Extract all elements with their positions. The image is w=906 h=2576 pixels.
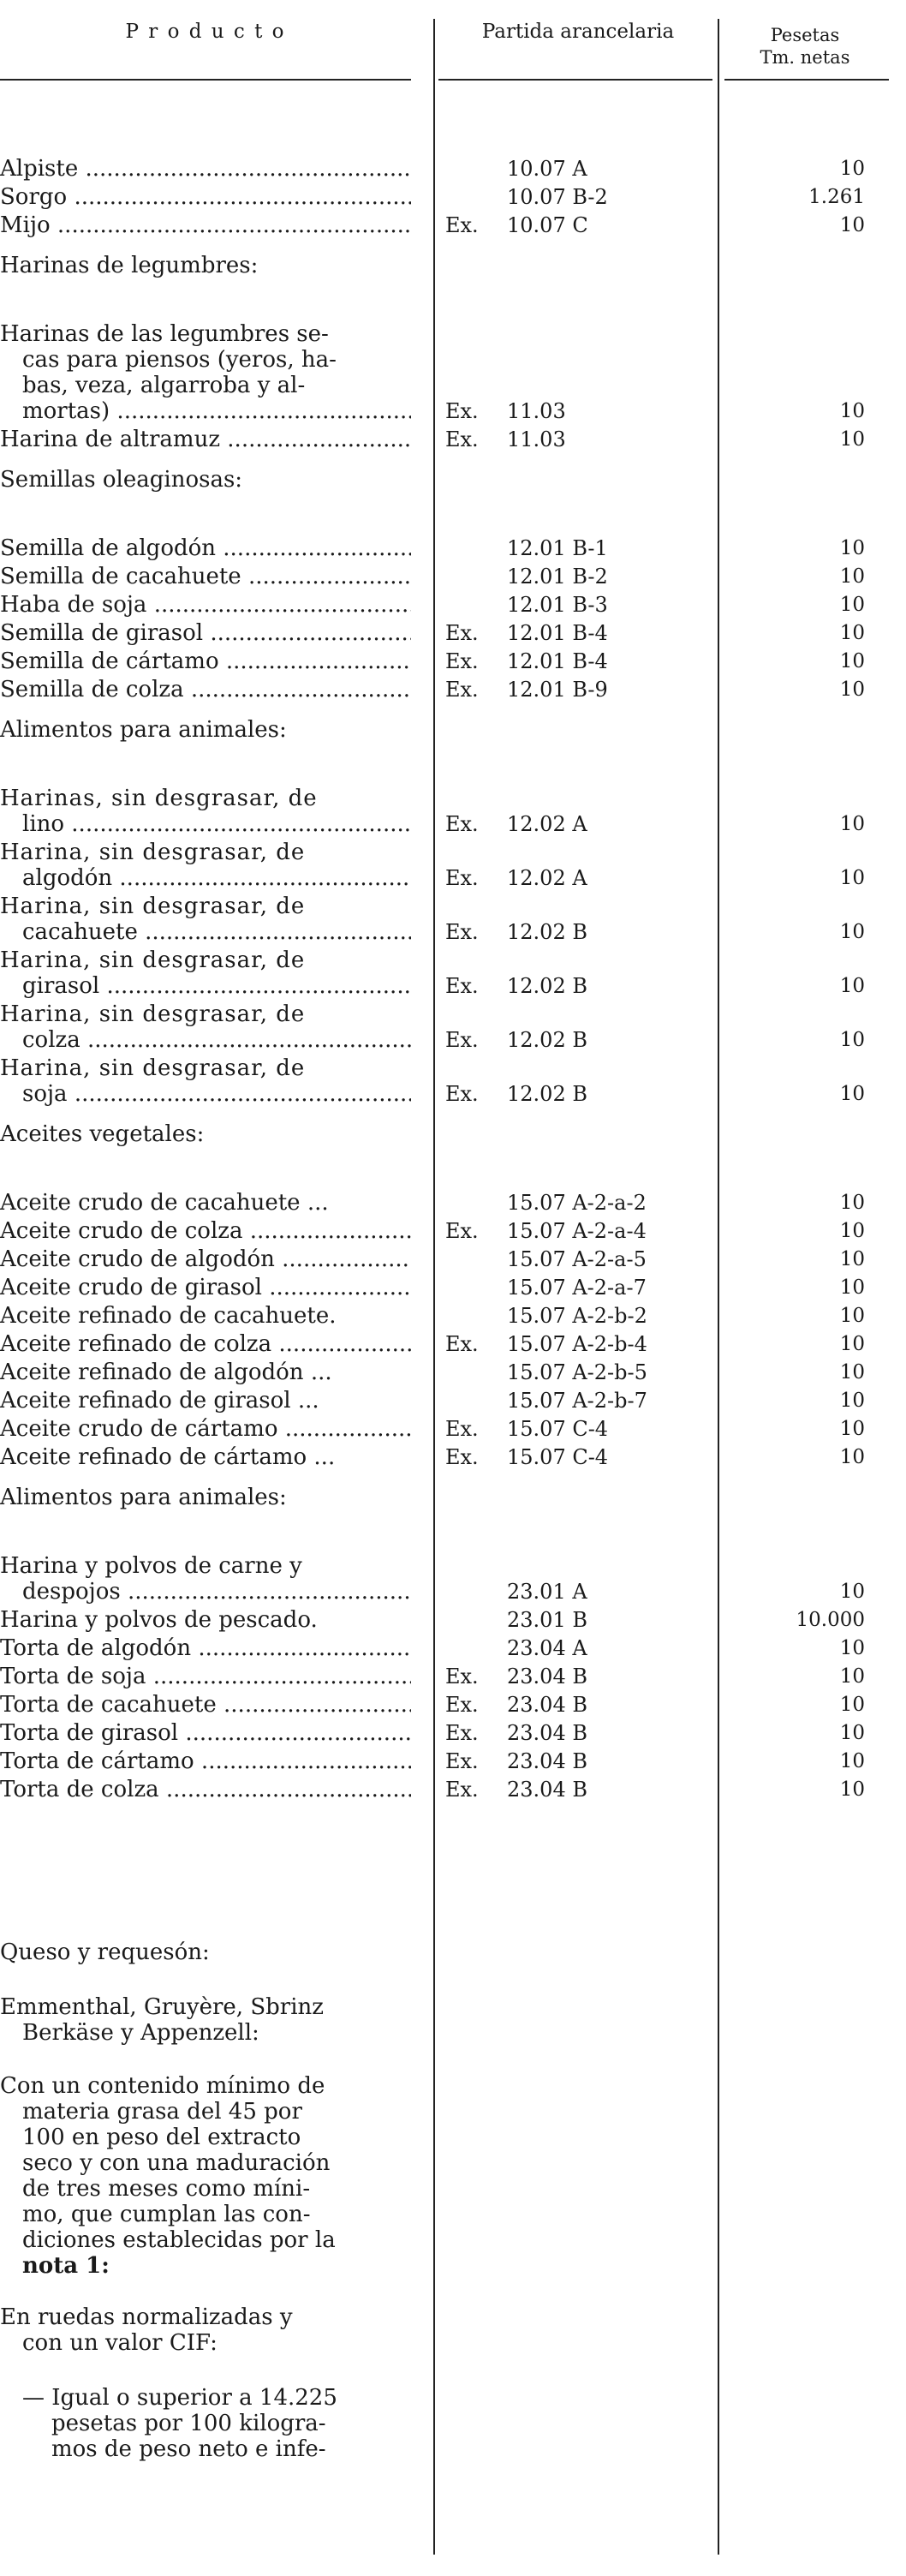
tariff-code: 12.02 A <box>507 812 587 836</box>
product-name-line: Haba de soja ..... <box>0 592 411 618</box>
header-rule-producto <box>0 79 411 81</box>
pesetas-value: 10 <box>839 565 865 588</box>
tariff-code: 15.07 A-2-b-4 <box>507 1332 647 1356</box>
ex-marker: Ex. <box>445 1665 479 1688</box>
tariff-code: 15.07 A-2-a-2 <box>507 1191 647 1215</box>
tariff-code: 12.02 A <box>507 866 587 890</box>
emmenthal-line-1: Emmenthal, Gruyère, Sbrinz <box>0 1994 324 2020</box>
ex-marker: Ex. <box>445 866 479 890</box>
pesetas-value: 10 <box>839 1418 865 1440</box>
igual-line-1: — Igual o superior a 14.225 <box>22 2385 337 2411</box>
section-heading: Alimentos para animales: <box>0 717 287 743</box>
header-partida-arancelaria: Partida arancelaria <box>481 21 675 43</box>
tariff-code: 23.01 B <box>507 1608 587 1632</box>
product-name-line: Harina, sin desgrasar, de <box>0 1055 306 1081</box>
pesetas-value: 10 <box>839 428 865 451</box>
pesetas-value: 10 <box>839 158 865 180</box>
pesetas-value: 10.000 <box>796 1609 865 1631</box>
product-name-line: girasol ..... <box>22 973 411 999</box>
product-name-line: Torta de algodón ..... <box>0 1635 411 1661</box>
pesetas-value: 10 <box>839 537 865 559</box>
igual-line-3: mos de peso neto e infe- <box>51 2436 326 2462</box>
emmenthal-line-2: Berkäse y Appenzell: <box>22 2020 259 2046</box>
pesetas-value: 10 <box>839 1220 865 1242</box>
tariff-code: 15.07 C-4 <box>507 1445 609 1469</box>
tariff-code: 12.02 B <box>507 1028 587 1052</box>
ruedas-line-2: con un valor CIF: <box>22 2330 218 2356</box>
tariff-code: 23.04 B <box>507 1721 587 1745</box>
tariff-code: 15.07 A-2-a-5 <box>507 1247 647 1271</box>
section-heading: Aceites vegetales: <box>0 1121 205 1147</box>
ex-marker: Ex. <box>445 649 479 673</box>
product-name-line: Sorgo ..... <box>0 184 411 210</box>
section-heading: Harinas de legumbres: <box>0 253 259 278</box>
tariff-code: 15.07 C-4 <box>507 1417 609 1441</box>
header-pesetas: Pesetas <box>770 25 840 45</box>
contenido-line-4: seco y con una maduración <box>22 2150 331 2176</box>
tariff-code: 23.04 B <box>507 1693 587 1717</box>
ex-marker: Ex. <box>445 1028 479 1052</box>
tariff-code: 15.07 A-2-a-4 <box>507 1219 647 1243</box>
pesetas-value: 10 <box>839 678 865 701</box>
pesetas-value: 10 <box>839 650 865 672</box>
tariff-code: 23.01 A <box>507 1580 587 1604</box>
tariff-code: 12.01 B-4 <box>507 621 608 645</box>
product-name-line: Harina y polvos de pescado. <box>0 1607 318 1633</box>
product-name-line: Aceite refinado de algodón ... <box>0 1360 332 1385</box>
igual-line-2: pesetas por 100 kilogra- <box>51 2411 326 2436</box>
product-name-line: Semilla de colza ..... <box>0 677 411 702</box>
ex-marker: Ex. <box>445 1749 479 1773</box>
pesetas-value: 10 <box>839 400 865 422</box>
product-name-line: cacahuete ..... <box>22 919 411 945</box>
product-name-line: Harina, sin desgrasar, de <box>0 1001 306 1027</box>
product-name-line: despojos ..... <box>22 1579 411 1605</box>
heading-queso: Queso y requesón: <box>0 1939 210 1965</box>
pesetas-value: 10 <box>839 594 865 616</box>
product-name-line: Aceite crudo de algodón ..... <box>0 1246 411 1272</box>
product-name-line: Aceite refinado de cártamo ... <box>0 1444 336 1470</box>
tariff-code: 12.01 B-2 <box>507 565 608 589</box>
pesetas-value: 10 <box>839 1637 865 1659</box>
product-name-line: Aceite refinado de girasol ... <box>0 1388 319 1414</box>
ex-marker: Ex. <box>445 621 479 645</box>
product-name-line: Harina, sin desgrasar, de <box>0 840 306 865</box>
product-name-line: Semilla de algodón ..... <box>0 535 411 561</box>
pesetas-value: 10 <box>839 1778 865 1801</box>
pesetas-value: 10 <box>839 1722 865 1744</box>
tariff-code: 15.07 A-2-b-7 <box>507 1389 647 1413</box>
header-rule-pesetas <box>724 79 889 81</box>
product-name-line: Alpiste ..... <box>0 156 411 182</box>
product-name-line: algodón ..... <box>22 865 411 891</box>
product-name-line: Harina y polvos de carne y <box>0 1553 302 1579</box>
ex-marker: Ex. <box>445 920 479 944</box>
product-name-line: Aceite refinado de colza ..... <box>0 1331 411 1357</box>
tariff-code: 12.01 B-4 <box>507 649 608 673</box>
product-name-line: Torta de girasol ..... <box>0 1720 411 1746</box>
ex-marker: Ex. <box>445 1693 479 1717</box>
product-name-line: cas para piensos (yeros, ha- <box>22 347 337 373</box>
contenido-line-3: 100 en peso del extracto <box>22 2125 301 2150</box>
ex-marker: Ex. <box>445 1721 479 1745</box>
tariff-code: 15.07 A-2-b-5 <box>507 1360 647 1384</box>
product-name-line: Semilla de girasol ..... <box>0 620 411 646</box>
product-name-line: colza ..... <box>22 1027 411 1053</box>
contenido-line-2: materia grasa del 45 por <box>22 2099 302 2125</box>
tariff-code: 15.07 A-2-b-2 <box>507 1304 647 1328</box>
product-name-line: lino ..... <box>22 811 411 837</box>
tariff-code: 12.02 B <box>507 1082 587 1106</box>
pesetas-value: 10 <box>839 1029 865 1051</box>
pesetas-value: 10 <box>839 1446 865 1468</box>
pesetas-value: 1.261 <box>808 186 865 208</box>
pesetas-value: 10 <box>839 1390 865 1412</box>
contenido-line-1: Con un contenido mínimo de <box>0 2073 325 2099</box>
ex-marker: Ex. <box>445 1219 479 1243</box>
tariff-code: 11.03 <box>507 399 566 423</box>
tariff-code: 12.01 B-3 <box>507 593 608 617</box>
product-name-line: Aceite crudo de colza ..... <box>0 1218 411 1244</box>
pesetas-value: 10 <box>839 214 865 236</box>
contenido-line-5: de tres meses como míni- <box>22 2176 311 2202</box>
ruedas-line-1: En ruedas normalizadas y <box>0 2304 293 2330</box>
ex-marker: Ex. <box>445 399 479 423</box>
header-tm-netas: Tm. netas <box>760 47 850 68</box>
tariff-code: 12.02 B <box>507 920 587 944</box>
tariff-code: 23.04 A <box>507 1636 587 1660</box>
product-name-line: bas, veza, algarroba y al- <box>22 373 306 398</box>
ex-marker: Ex. <box>445 1417 479 1441</box>
product-name-line: Torta de soja ..... <box>0 1664 411 1689</box>
pesetas-value: 10 <box>839 1192 865 1214</box>
tariff-code: 10.07 B-2 <box>507 185 608 209</box>
header-rule-partida <box>438 79 712 81</box>
tariff-code: 10.07 A <box>507 157 587 181</box>
ex-marker: Ex. <box>445 213 479 237</box>
product-name-line: Harinas, sin desgrasar, de <box>0 786 318 811</box>
pesetas-value: 10 <box>839 1276 865 1299</box>
product-name-line: Aceite crudo de cártamo ..... <box>0 1416 411 1442</box>
tariff-code: 23.04 B <box>507 1778 587 1802</box>
product-name-line: Semilla de cacahuete ..... <box>0 564 411 589</box>
ex-marker: Ex. <box>445 974 479 998</box>
tariff-code: 12.01 B-9 <box>507 678 608 702</box>
product-name-line: Torta de cártamo ..... <box>0 1748 411 1774</box>
pesetas-value: 10 <box>839 813 865 835</box>
pesetas-value: 10 <box>839 622 865 644</box>
product-name-line: Torta de cacahuete ..... <box>0 1692 411 1718</box>
tariff-code: 23.04 B <box>507 1749 587 1773</box>
pesetas-value: 10 <box>839 1581 865 1603</box>
product-name-line: Harina, sin desgrasar, de <box>0 947 306 973</box>
ex-marker: Ex. <box>445 1445 479 1469</box>
column-divider-left <box>433 19 435 2555</box>
pesetas-value: 10 <box>839 1333 865 1355</box>
header-producto: P r o d u c t o <box>125 21 286 43</box>
tariff-code: 23.04 B <box>507 1665 587 1688</box>
tariff-code: 15.07 A-2-a-7 <box>507 1276 647 1300</box>
pesetas-value: 10 <box>839 1694 865 1716</box>
section-heading: Semillas oleaginosas: <box>0 467 243 493</box>
product-name-line: soja ..... <box>22 1081 411 1107</box>
pesetas-value: 10 <box>839 921 865 943</box>
product-name-line: Torta de colza ..... <box>0 1777 411 1802</box>
product-name-line: Harina, sin desgrasar, de <box>0 894 306 919</box>
product-name-line: Aceite refinado de cacahuete. <box>0 1303 337 1329</box>
section-heading: Alimentos para animales: <box>0 1485 287 1510</box>
pesetas-value: 10 <box>839 867 865 889</box>
tariff-code: 12.01 B-1 <box>507 536 608 560</box>
pesetas-value: 10 <box>839 1305 865 1327</box>
tariff-code: 11.03 <box>507 427 566 451</box>
tariff-code: 10.07 C <box>507 213 588 237</box>
contenido-line-8: nota 1: <box>22 2253 110 2279</box>
ex-marker: Ex. <box>445 1082 479 1106</box>
product-name-line: Semilla de cártamo ..... <box>0 648 411 674</box>
product-name-line: mortas) ..... <box>22 398 411 424</box>
pesetas-value: 10 <box>839 1248 865 1270</box>
pesetas-value: 10 <box>839 1665 865 1688</box>
ex-marker: Ex. <box>445 678 479 702</box>
product-name-line: Mijo ..... <box>0 212 411 238</box>
pesetas-value: 10 <box>839 975 865 997</box>
ex-marker: Ex. <box>445 1332 479 1356</box>
ex-marker: Ex. <box>445 1778 479 1802</box>
product-name-line: Aceite crudo de cacahuete ... <box>0 1190 329 1216</box>
product-name-line: Harinas de las legumbres se- <box>0 321 329 347</box>
pesetas-value: 10 <box>839 1750 865 1772</box>
tariff-code: 12.02 B <box>507 974 587 998</box>
pesetas-value: 10 <box>839 1083 865 1105</box>
contenido-line-6: mo, que cumplan las con- <box>22 2202 311 2227</box>
product-name-line: Aceite crudo de girasol ..... <box>0 1275 411 1300</box>
ex-marker: Ex. <box>445 812 479 836</box>
product-name-line: Harina de altramuz ..... <box>0 427 411 452</box>
contenido-line-7: diciones establecidas por la <box>22 2227 336 2253</box>
ex-marker: Ex. <box>445 427 479 451</box>
pesetas-value: 10 <box>839 1361 865 1384</box>
